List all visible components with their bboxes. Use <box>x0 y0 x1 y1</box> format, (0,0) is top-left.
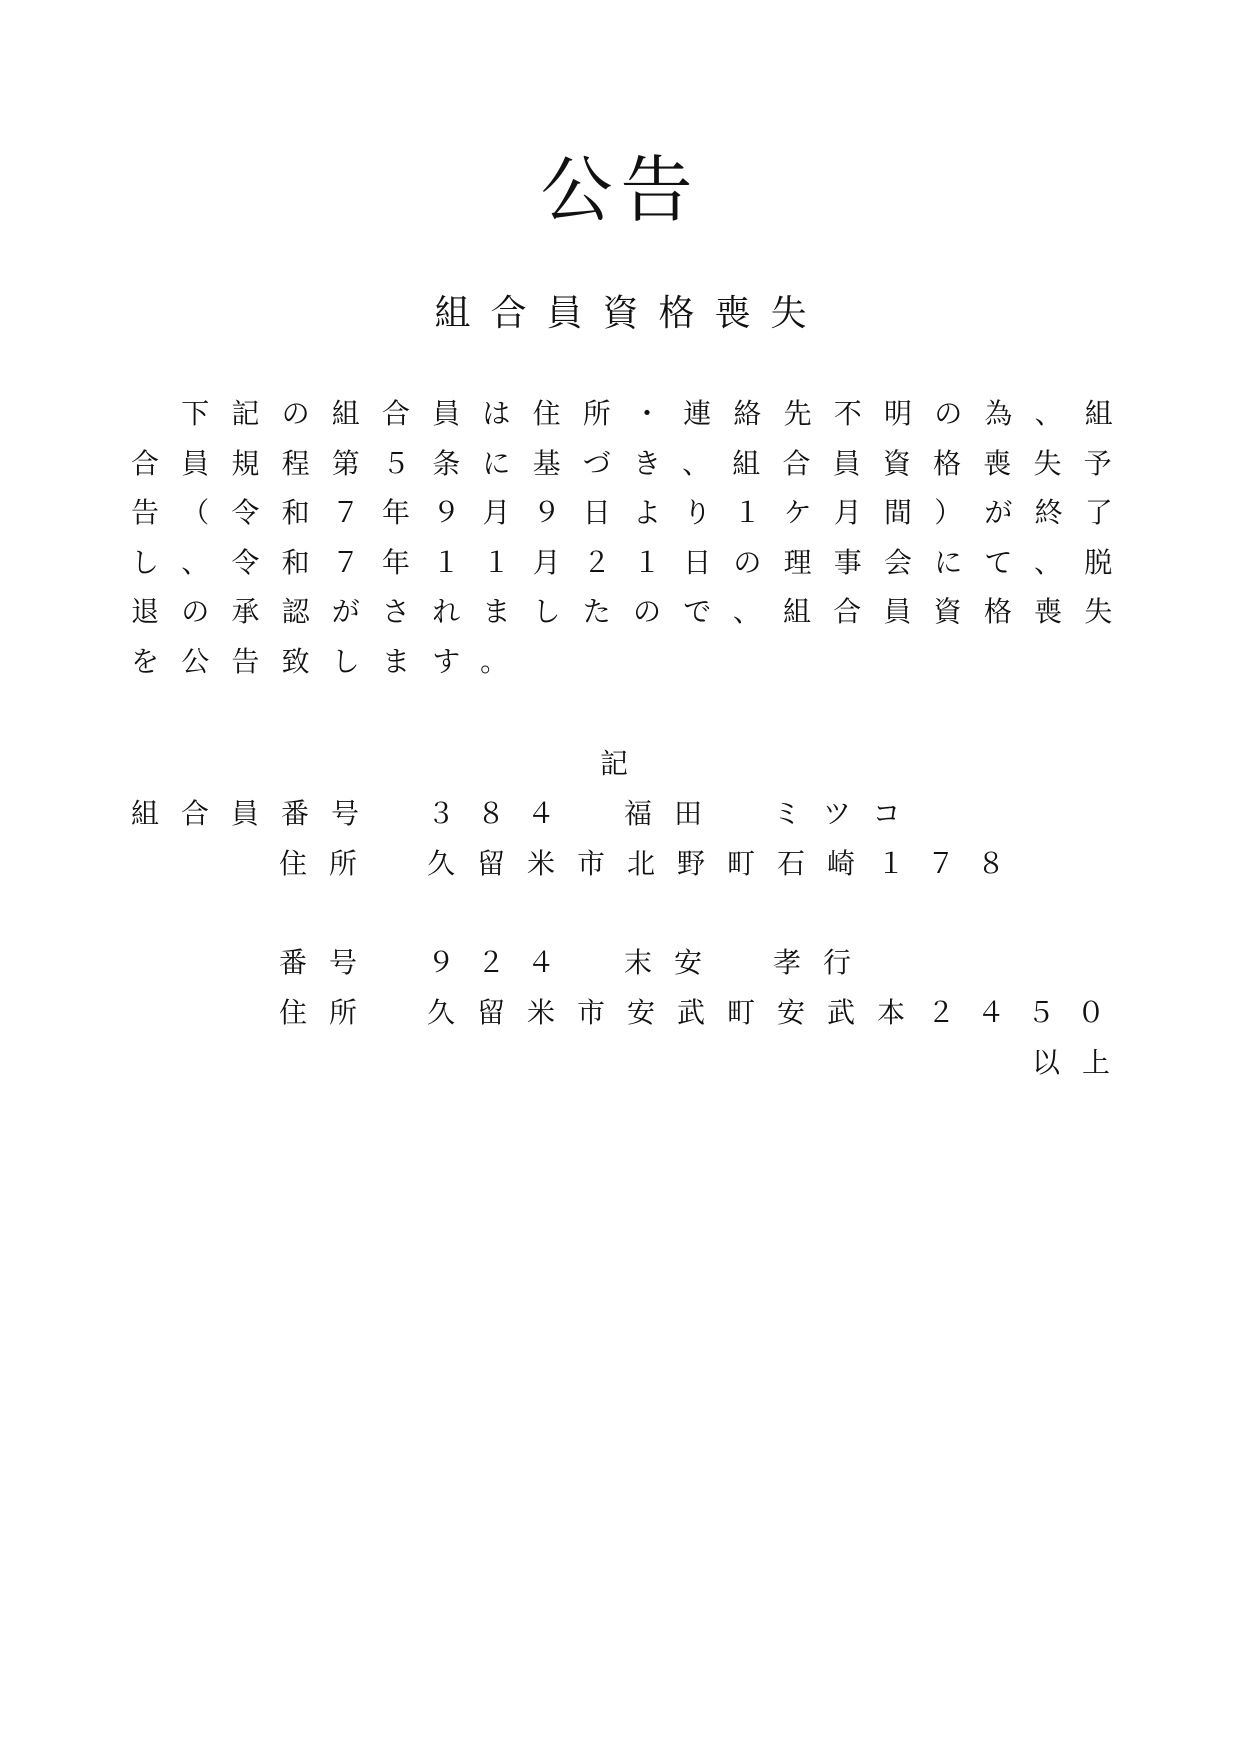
member-number: ９２４ <box>427 946 578 979</box>
body-line: 下記の組合員は住所・連絡先不明の為、組 <box>131 397 1136 430</box>
member-name-family: 福田 <box>624 797 725 830</box>
page-title: 公告 <box>540 148 701 232</box>
closing-mark: 以上 <box>1031 1046 1132 1079</box>
member-address: 久留米市北野町石崎１７８ <box>427 847 1028 880</box>
member-name-family: 末安 <box>624 946 725 979</box>
notice-subtitle: 組合員資格喪失 <box>434 293 827 334</box>
body-line: 告（令和７年９月９日より１ケ月間）が終了 <box>131 496 1136 529</box>
member-address-label: 住所 <box>279 996 380 1029</box>
member-number: ３８４ <box>427 797 578 830</box>
body-line: を公告致します。 <box>131 645 531 678</box>
member-address: 久留米市安武町安武本２４５０ <box>427 996 1128 1029</box>
member-address-label: 住所 <box>279 847 380 880</box>
member-number-label: 番号 <box>279 946 380 979</box>
body-line: 退の承認がされましたので、組合員資格喪失 <box>131 595 1135 628</box>
body-line: し、令和７年１１月２１日の理事会にて、脱 <box>131 546 1135 579</box>
member-name-given: ミツコ <box>773 797 923 830</box>
member-name-given: 孝行 <box>773 946 874 979</box>
member-number-label: 組合員番号 <box>131 797 382 830</box>
body-line: 合員規程第５条に基づき、組合員資格喪失予 <box>131 447 1134 480</box>
record-heading: 記 <box>600 747 629 780</box>
